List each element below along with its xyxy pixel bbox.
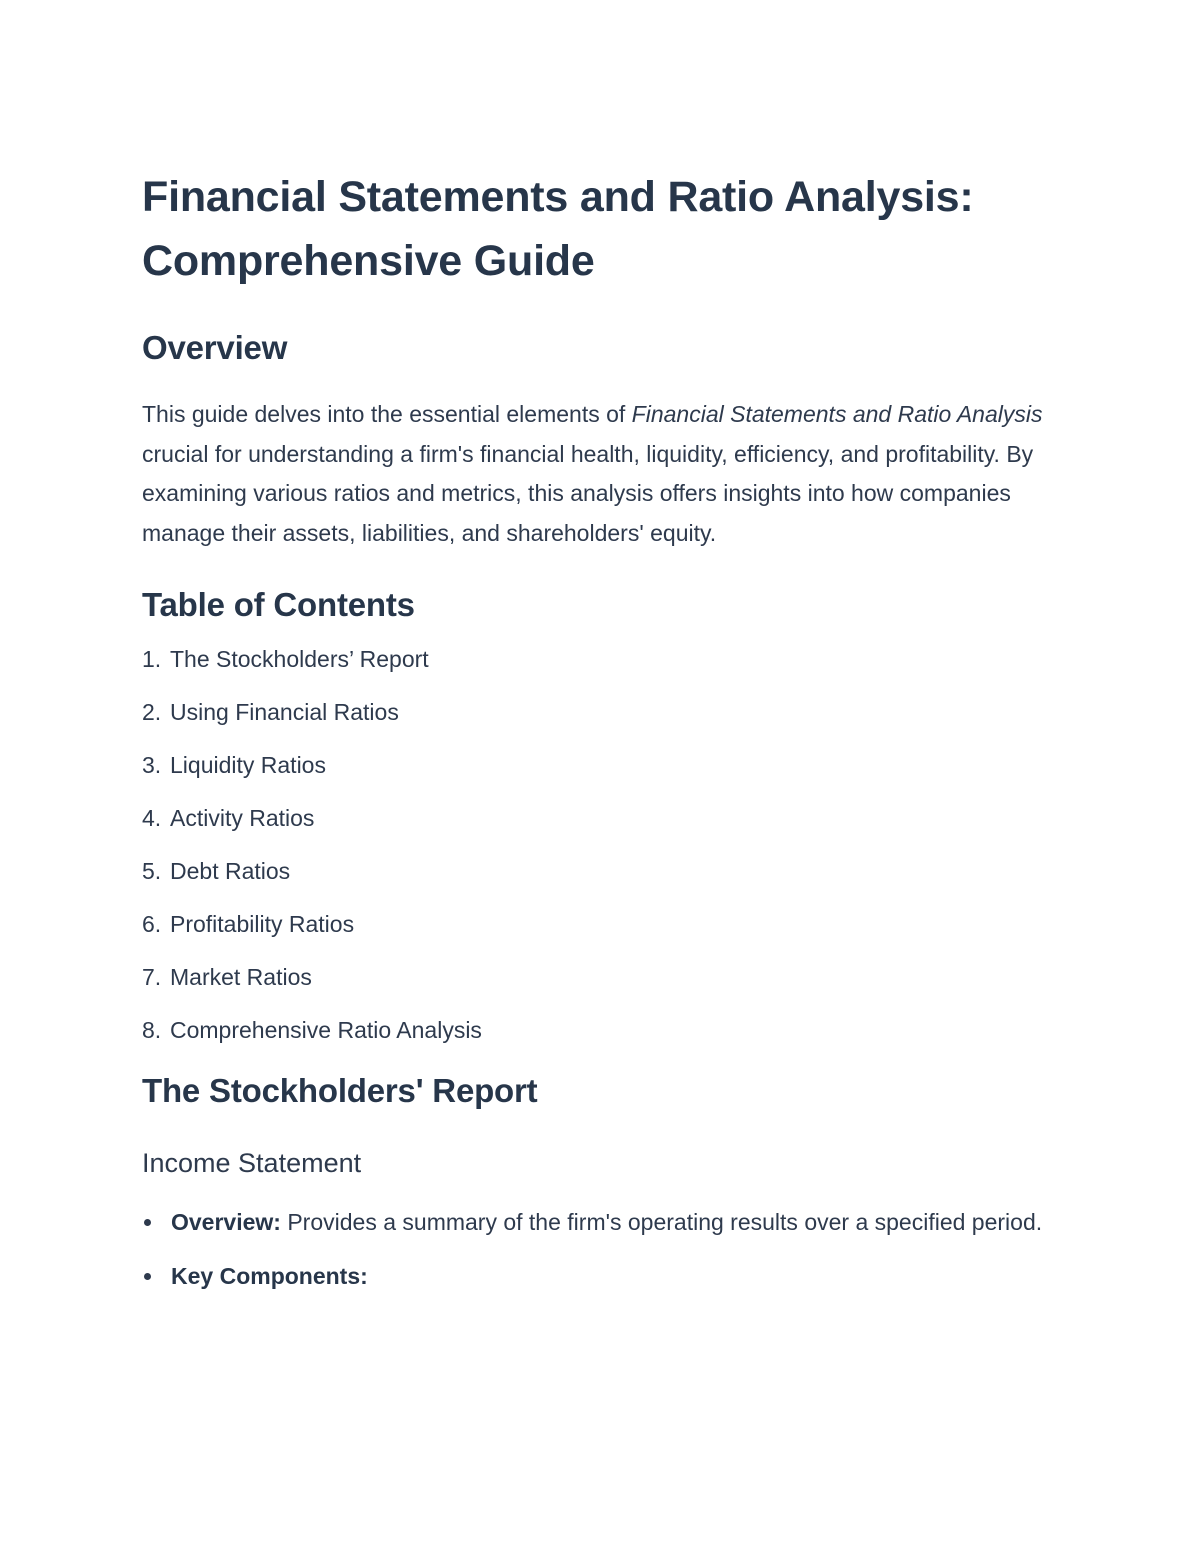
toc-item-number: 6. xyxy=(142,911,162,937)
toc-item-number: 3. xyxy=(142,752,162,778)
section-heading: The Stockholders' Report xyxy=(142,1072,538,1109)
bullet-dot-icon xyxy=(144,1219,151,1226)
toc-item[interactable] xyxy=(142,698,1062,726)
toc-heading: Table of Contents xyxy=(142,586,415,623)
overview-emphasis: Financial Statements and Ratio Analysis xyxy=(631,401,1043,427)
toc-item-label: Market Ratios xyxy=(170,964,312,990)
document-title: Financial Statements and Ratio Analysis: Comprehensive Guide xyxy=(142,173,974,285)
toc-item-label: Profitability Ratios xyxy=(170,911,355,937)
bullet-dot-icon xyxy=(144,1273,151,1280)
toc-item[interactable] xyxy=(142,910,1062,938)
toc-item-number: 2. xyxy=(142,699,162,725)
toc-item-label: Using Financial Ratios xyxy=(170,699,399,725)
toc-item-number: 7. xyxy=(142,964,162,990)
bullet-label: Key Components: xyxy=(171,1262,368,1289)
toc-item-label: Activity Ratios xyxy=(170,805,315,831)
overview-heading: Overview xyxy=(142,329,288,366)
list-item xyxy=(142,1203,1062,1243)
toc-item-number: 8. xyxy=(142,1017,162,1043)
overview-text-before: This guide delves into the essential elements of xyxy=(142,401,632,427)
toc-item-number: 4. xyxy=(142,805,162,831)
bullet-list xyxy=(142,1203,1062,1296)
toc-list xyxy=(142,645,1062,1044)
list-item xyxy=(142,1257,1062,1297)
bullet-label: Overview: xyxy=(171,1209,281,1235)
toc-item-label: Comprehensive Ratio Analysis xyxy=(170,1017,482,1043)
toc-item[interactable] xyxy=(142,1016,1062,1044)
section-subheading: Income Statement xyxy=(142,1148,362,1178)
toc-item-number: 5. xyxy=(142,858,162,884)
toc-item-label: The Stockholders’ Report xyxy=(170,646,429,672)
document-page xyxy=(142,165,1062,1310)
toc-item-label: Liquidity Ratios xyxy=(170,752,326,778)
toc-item[interactable] xyxy=(142,645,1062,673)
overview-text-after: crucial for understanding a firm's financial health, liquidity, efficiency, and profitability. By examining various ratios and metrics, this analysis offers insights into how companies manage their assets, liabilities, and shareholders' equity. xyxy=(142,440,1034,546)
toc-item[interactable] xyxy=(142,751,1062,779)
toc-item[interactable] xyxy=(142,804,1062,832)
toc-item[interactable] xyxy=(142,857,1062,885)
toc-item[interactable] xyxy=(142,963,1062,991)
bullet-text: Provides a summary of the firm's operating results over a specified period. xyxy=(280,1209,1043,1235)
toc-item-label: Debt Ratios xyxy=(170,858,291,884)
overview-paragraph xyxy=(142,395,1062,553)
toc-item-number: 1. xyxy=(142,646,162,672)
